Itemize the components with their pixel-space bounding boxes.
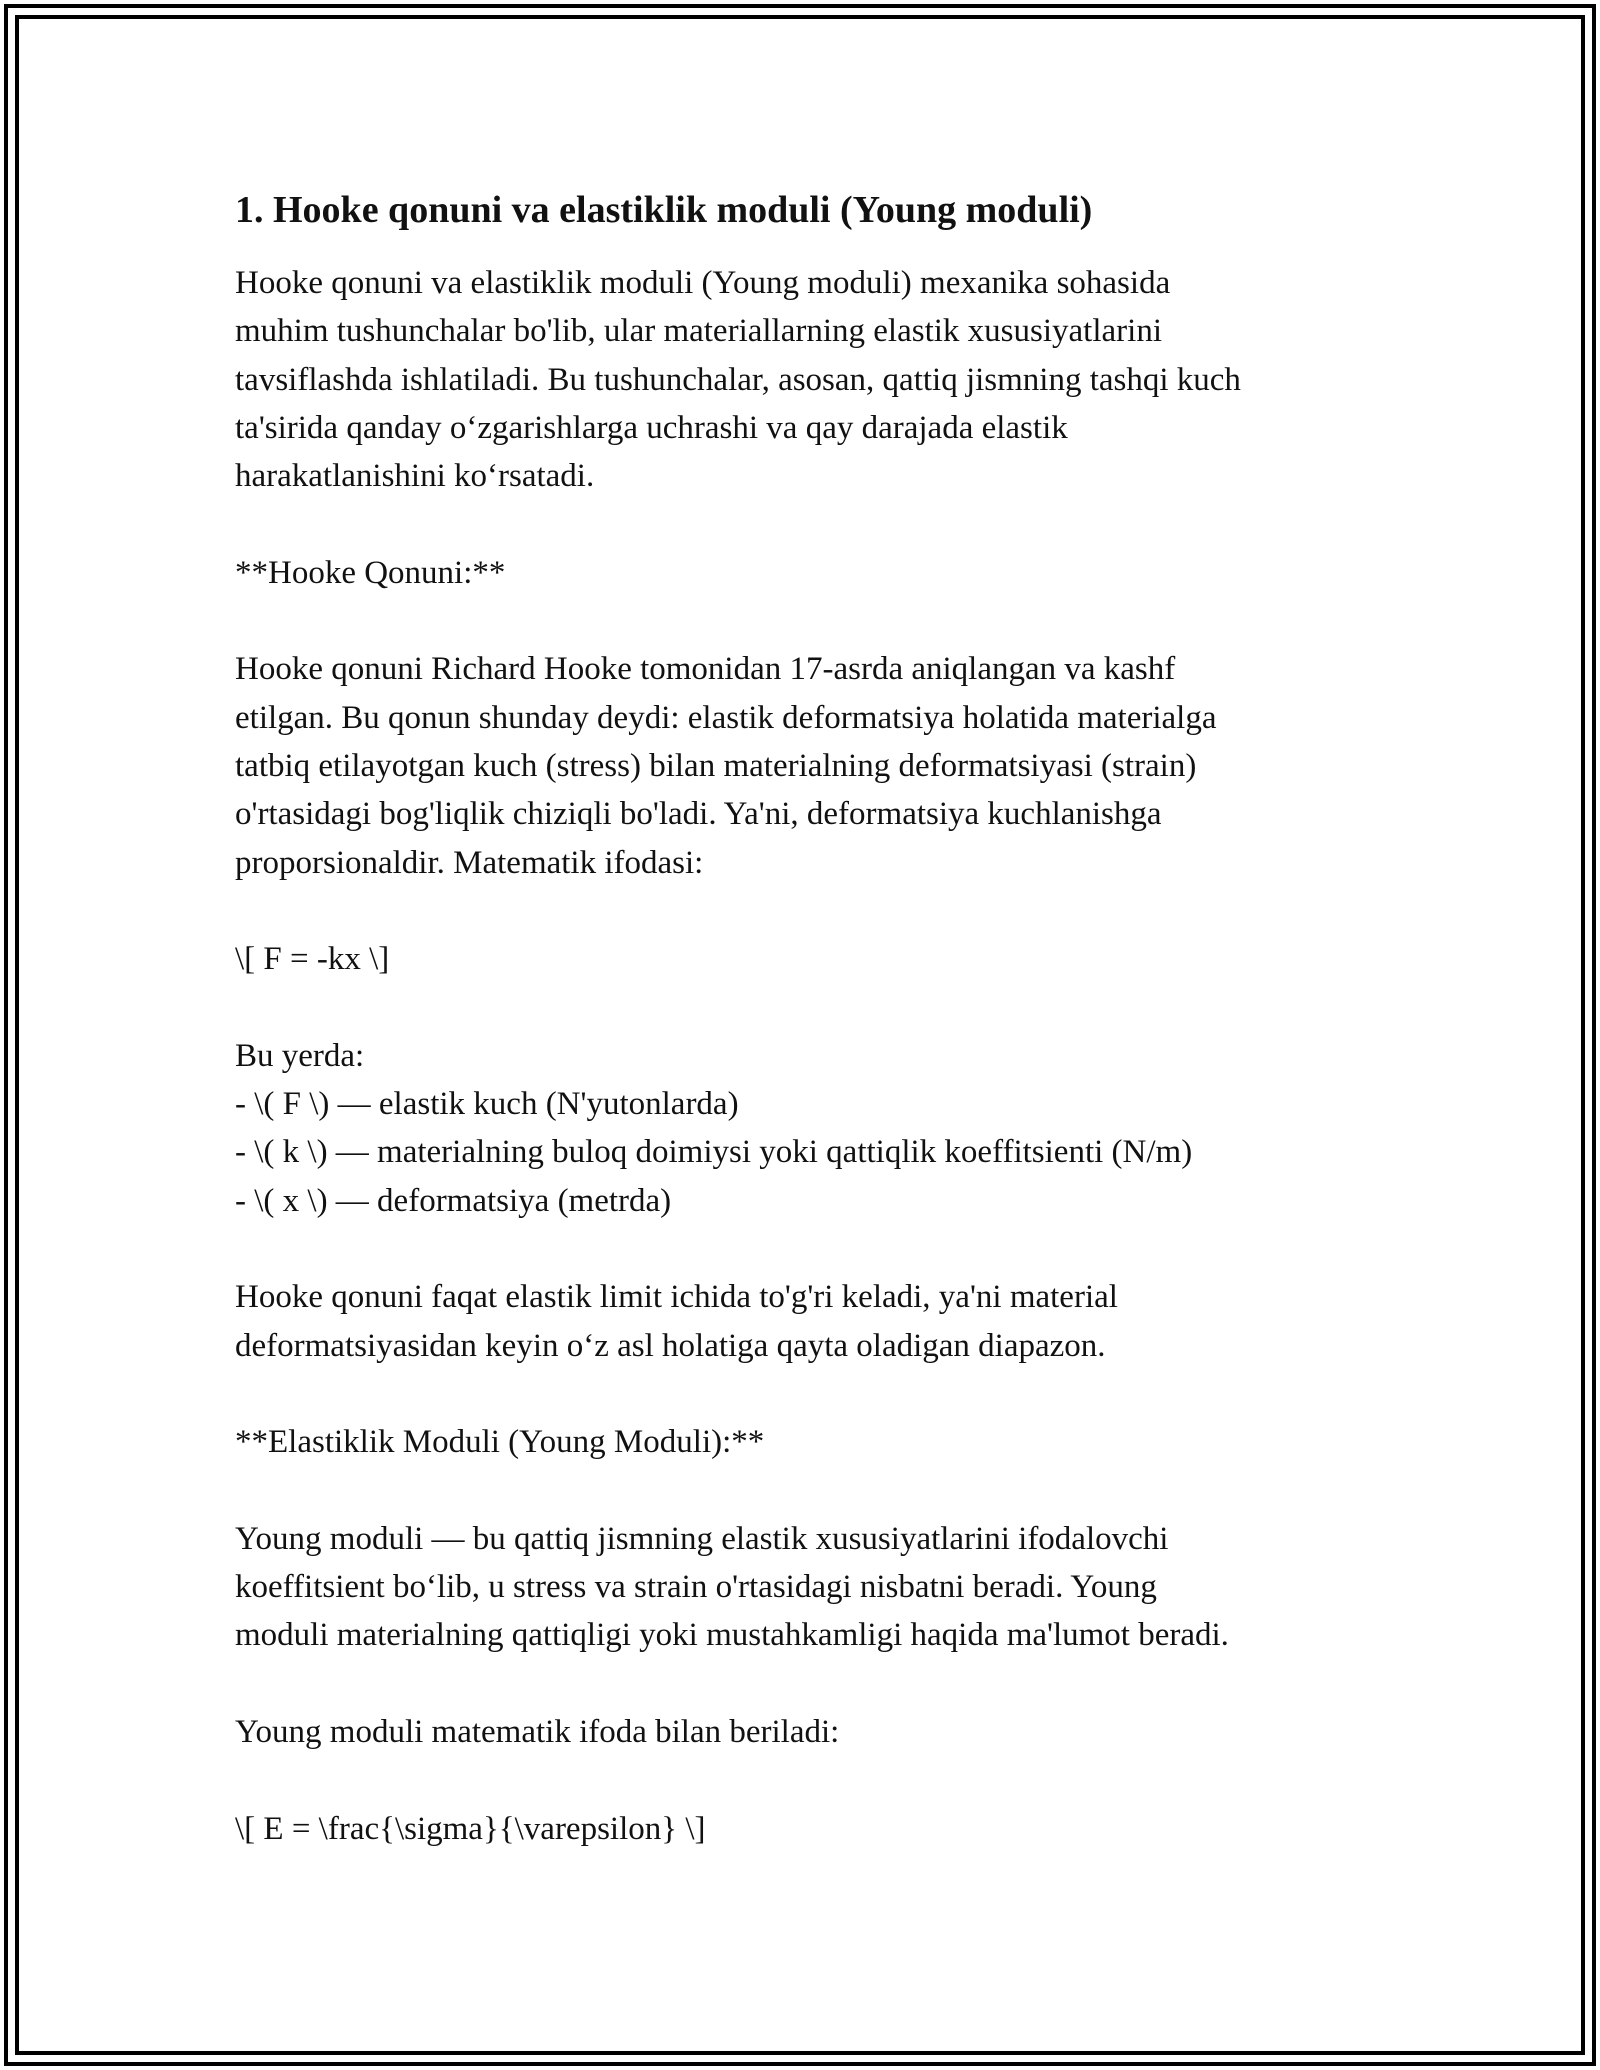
spacer bbox=[235, 597, 1375, 645]
hooke-line: proporsionaldir. Matematik ifodasi: bbox=[235, 844, 704, 881]
limit-line: deformatsiyasidan keyin o‘z asl holatiga qayta oladigan diapazon. bbox=[235, 1327, 1106, 1364]
hooke-line: etilgan. Bu qonun shunday deydi: elastik deformatsiya holatida materialga bbox=[235, 699, 1217, 736]
young-line: koeffitsient bo‘lib, u stress va strain o'rtasidagi nisbatni beradi. Young bbox=[235, 1569, 1157, 1606]
spacer bbox=[235, 1756, 1375, 1804]
young-section-heading: **Elastiklik Moduli (Young Moduli):** bbox=[235, 1424, 765, 1461]
spacer bbox=[235, 1225, 1375, 1273]
spacer bbox=[235, 887, 1375, 935]
intro-line: ta'sirida qanday o‘zgarishlarga uchrashi va qay darajada elastik bbox=[235, 409, 1068, 446]
intro-line: Hooke qonuni va elastiklik moduli (Young moduli) mexanika sohasida bbox=[235, 265, 1171, 301]
spacer bbox=[235, 983, 1375, 1031]
list-item: - \( k \) — materialning buloq doimiysi yoki qattiqlik koeffitsienti (N/m) bbox=[235, 1134, 1193, 1171]
hooke-line: Hooke qonuni Richard Hooke tomonidan 17-asrda aniqlangan va kashf bbox=[235, 651, 1176, 688]
limit-line: Hooke qonuni faqat elastik limit ichida to'g'ri keladi, ya'ni material bbox=[235, 1279, 1118, 1316]
intro-paragraph bbox=[235, 259, 1375, 500]
intro-line: tavsiflashda ishlatiladi. Bu tushunchalar, asosan, qattiq jismning tashqi kuch bbox=[235, 361, 1241, 398]
document-body bbox=[235, 185, 1375, 1853]
list-item: - \( x \) — deformatsiya (metrda) bbox=[235, 1182, 672, 1219]
intro-line: harakatlanishini ko‘rsatadi. bbox=[235, 458, 595, 495]
spacer bbox=[235, 1466, 1375, 1514]
hooke-section-heading: **Hooke Qonuni:** bbox=[235, 554, 506, 591]
spacer bbox=[235, 1660, 1375, 1708]
hooke-paragraph bbox=[235, 645, 1375, 886]
hooke-formula: \[ F = -kx \] bbox=[235, 941, 390, 978]
young-line: Young moduli — bu qattiq jismning elastik xususiyatlarini ifodalovchi bbox=[235, 1520, 1169, 1557]
spacer bbox=[235, 500, 1375, 548]
hooke-line: tatbiq etilayotgan kuch (stress) bilan materialning deformatsiyasi (strain) bbox=[235, 747, 1197, 784]
hooke-line: o'rtasidagi bog'liqlik chiziqli bo'ladi. Ya'ni, deformatsiya kuchlanishga bbox=[235, 796, 1162, 833]
spacer bbox=[235, 1370, 1375, 1418]
list-item: - \( F \) — elastik kuch (N'yutonlarda) bbox=[235, 1086, 739, 1123]
elastic-limit-paragraph bbox=[235, 1273, 1375, 1370]
young-formula-intro: Young moduli matematik ifoda bilan beriladi: bbox=[235, 1713, 840, 1750]
young-line: moduli materialning qattiqligi yoki mustahkamligi haqida ma'lumot beradi. bbox=[235, 1617, 1229, 1654]
young-formula: \[ E = \frac{\sigma}{\varepsilon} \] bbox=[235, 1810, 706, 1847]
document-heading: 1. Hooke qonuni va elastiklik moduli (Young moduli) bbox=[235, 189, 1093, 231]
intro-line: muhim tushunchalar bo'lib, ular materiallarning elastik xususiyatlarini bbox=[235, 313, 1162, 350]
where-label: Bu yerda: bbox=[235, 1037, 365, 1074]
young-paragraph bbox=[235, 1515, 1375, 1660]
variable-list bbox=[235, 1080, 1375, 1225]
